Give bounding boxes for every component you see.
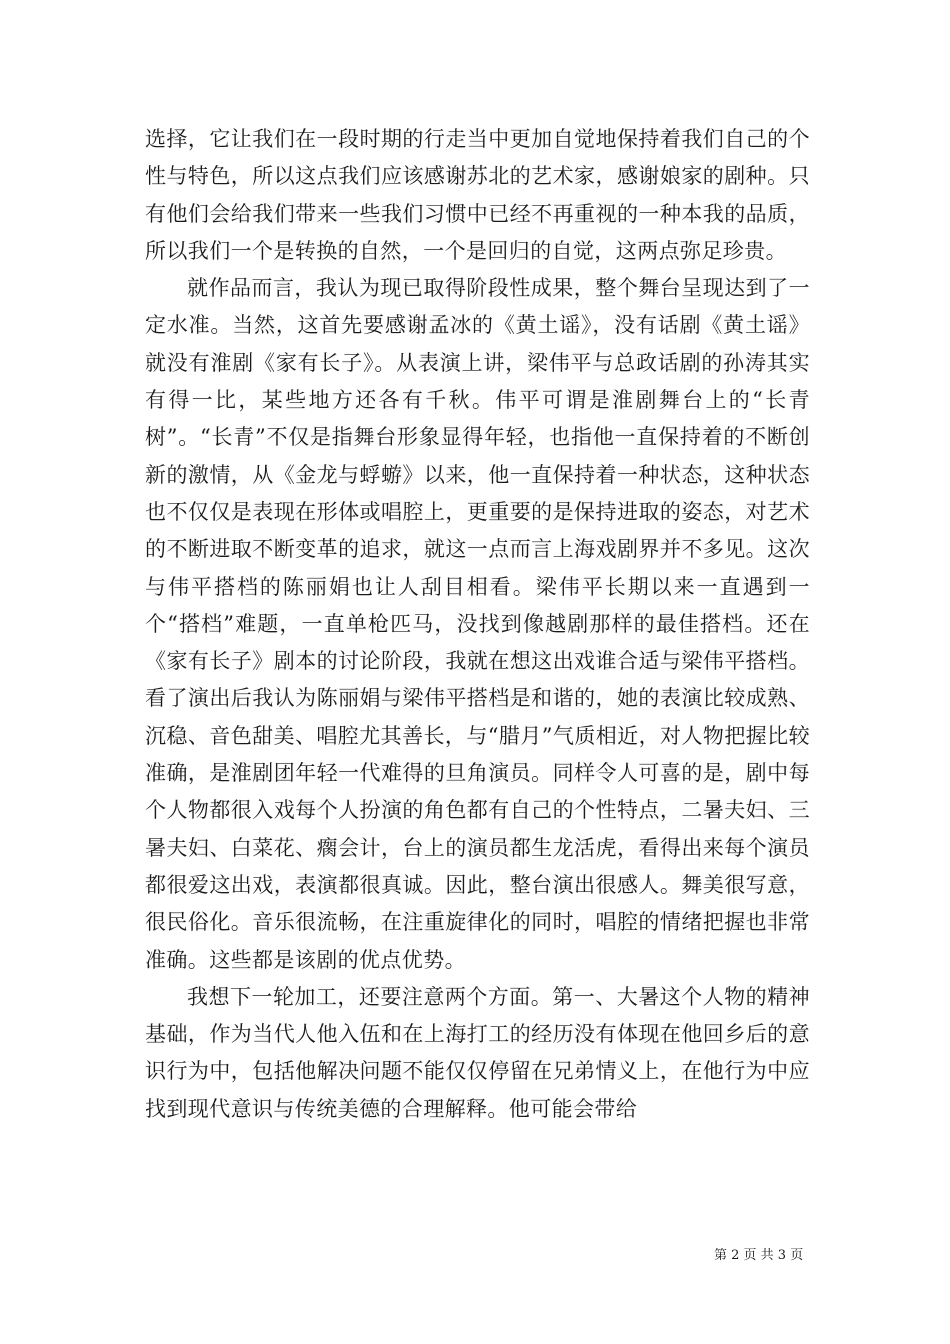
paragraph: 就作品而言，我认为现已取得阶段性成果，整个舞台呈现达到了一定水准。当然，这首先要感谢孟冰的《黄土谣》，没有话剧《黄土谣》就没有淮剧《家有长子》。从表演上讲，梁伟平与总政话剧的孙涛其实有得一比，某些地方还各有千秋。伟平可谓是淮剧舞台上的“长青树”。“长青”不仅是指舞台形象显得年轻，也指他一直保持着的不断创新的激情，从《金龙与蜉蝣》以来，他一直保持着一种状态，这种状态也不仅仅是表现在形体或唱腔上，更重要的是保持进取的姿态，对艺术的不断进取不断变革的追求，就这一点而言上海戏剧界并不多见。这次与伟平搭档的陈丽娟也让人刮目相看。梁伟平长期以来一直遇到一个“搭档”难题，一直单枪匹马，没找到像越剧那样的最佳搭档。还在《家有长子》剧本的讨论阶段，我就在想这出戏谁合适与梁伟平搭档。看了演出后我认为陈丽娟与梁伟平搭档是和谐的，她的表演比较成熟、沉稳、音色甜美、唱腔尤其善长，与“腊月”气质相近，对人物把握比较准确，是淮剧团年轻一代难得的旦角演员。同样令人可喜的是，剧中每个人物都很入戏每个人扮演的角色都有自己的个性特点，二暑夫妇、三暑夫妇、白菜花、瘸会计，台上的演员都生龙活虎，看得出来每个演员都很爱这出戏，表演都很真诚。因此，整台演出很感人。舞美很写意，很民俗化。音乐很流畅，在注重旋律化的同时，唱腔的情绪把握也非常准确。这些都是该剧的优点优势。 xyxy=(145,276,810,972)
paragraph: 我想下一轮加工，还要注意两个方面。第一、大暑这个人物的精神基础，作为当代人他入伍和在上海打工的经历没有体现在他回乡后的意识行为中，包括他解决问题不能仅仅停留在兄弟情义上，在他行为中应找到现代意识与传统美德的合理解释。他可能会带给 xyxy=(145,984,810,1121)
body-text xyxy=(145,121,810,1128)
paragraph-continuation: 选择，它让我们在一段时期的行走当中更加自觉地保持着我们自己的个性与特色，所以这点我们应该感谢苏北的艺术家，感谢娘家的剧种。只有他们会给我们带来一些我们习惯中已经不再重视的一种本我的品质，所以我们一个是转换的自然，一个是回归的自觉，这两点弥足珍贵。 xyxy=(145,127,810,263)
page-number-footer xyxy=(714,1248,803,1264)
page-number-label: 第 2 页 共 3 页 xyxy=(714,1248,804,1263)
